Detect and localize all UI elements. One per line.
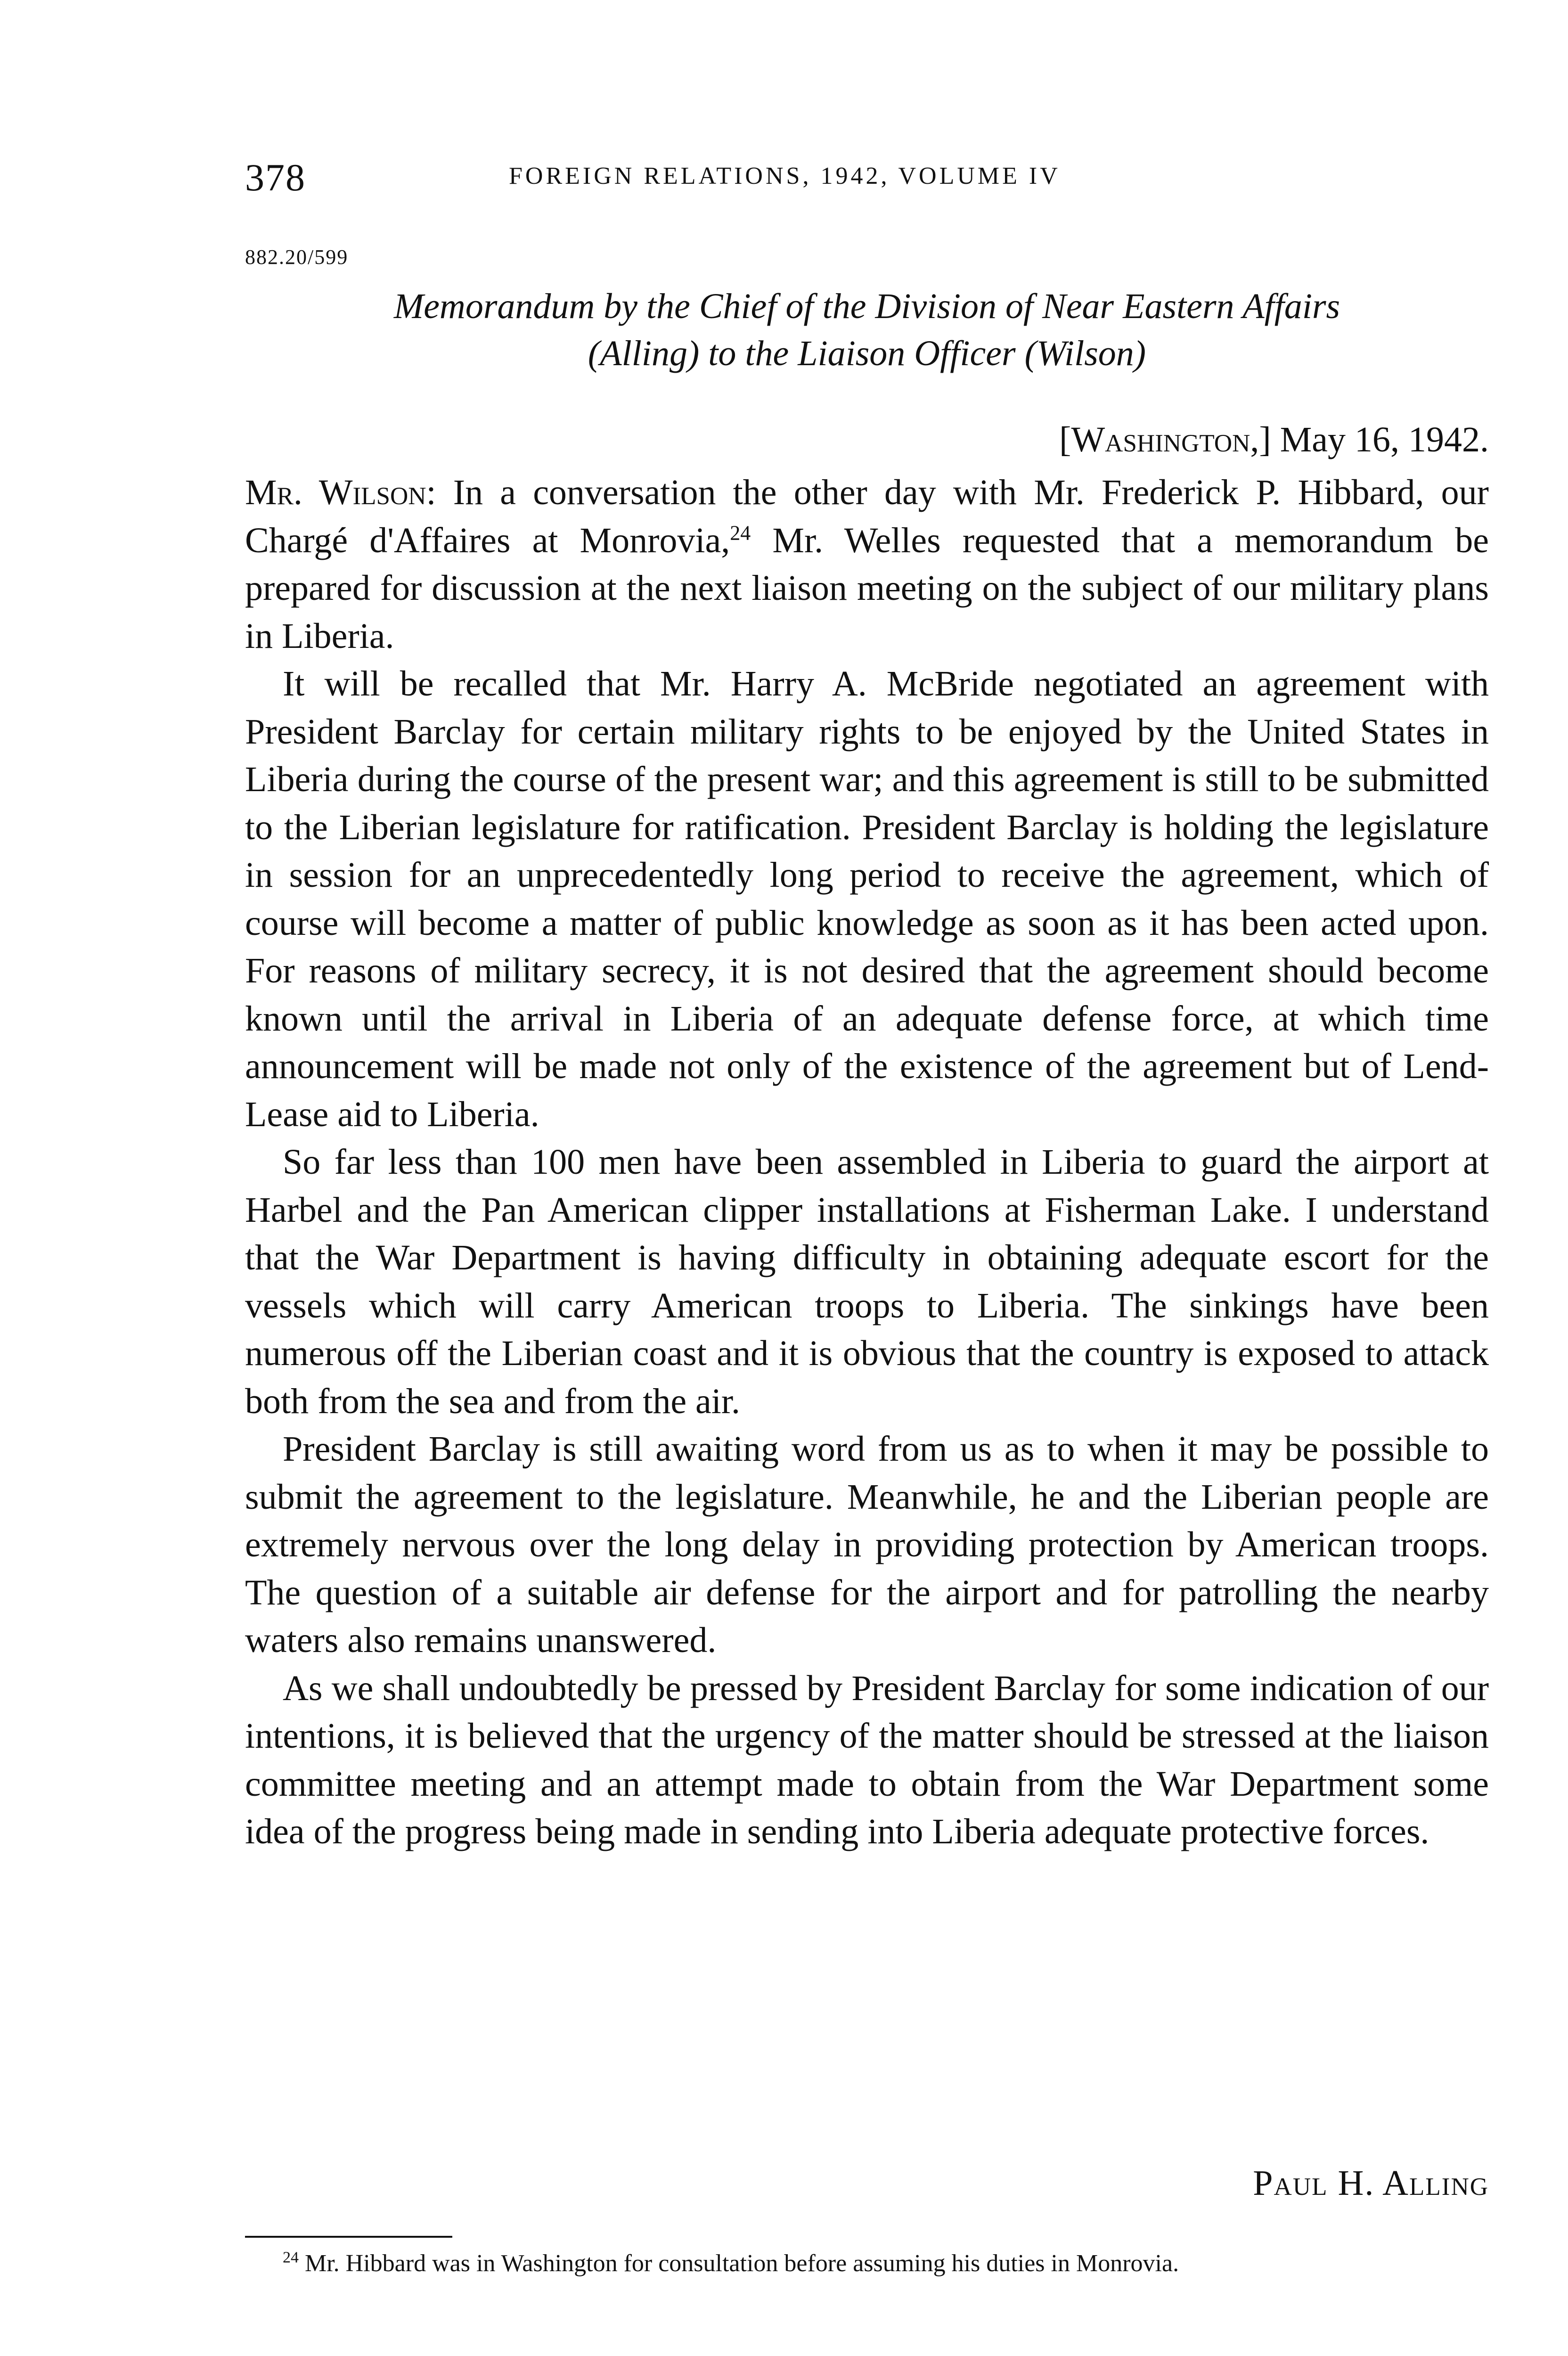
footnote-reference: 24 (730, 521, 751, 545)
document-title-line-2: (Alling) to the Liaison Officer (Wilson) (588, 334, 1146, 373)
paragraph-3: So far less than 100 men have been assembled in Liberia to guard the airport at Harbel and the Pan American clipper installations at Fisherman Lake. I understand that the War Department is having difficulty in obtaining adequate escort for the vessels which will carry American troops to Liberia. The sinkings have been numerous off the Liberian coast and it is obvious that the country is exposed to attack both from the sea and from the air. (245, 1142, 1489, 1421)
paragraph-2: It will be recalled that Mr. Harry A. McBride negotiated an agreement with President Barclay for certain military rights to be enjoyed by the United States in Liberia during the course of the present war; and this agreement is still to be submitted to the Liberian legislature for ratification. President Barclay is holding the legislature in session for an unprecedentedly long period to receive the agreement, which of course will become a matter of public knowledge as soon as it has been acted upon. For reasons of military secrecy, it is not desired that the agreement should become known until the arrival in Liberia of an adequate defense force, at which time announcement will be made not only of the existence of the agreement but of Lend-Lease aid to Liberia. (245, 664, 1489, 1134)
footnote-text: Mr. Hibbard was in Washington for consultation before assuming his duties in Monrovia. (299, 2250, 1179, 2277)
running-title: FOREIGN RELATIONS, 1942, VOLUME IV (509, 163, 1061, 189)
footnote-divider (245, 2236, 452, 2238)
paragraph-1 (245, 469, 1489, 660)
dateline-place: [Washington,] (1059, 420, 1271, 459)
file-number: 882.20/599 (245, 245, 349, 269)
memorandum-body (245, 469, 1489, 1856)
document-title-line-1: Memorandum by the Chief of the Division of Near Eastern Affairs (393, 286, 1340, 326)
dateline (245, 419, 1489, 460)
paragraph-1-text-b: Mr. Welles requested that a memorandum be prepared for discussion at the next liaison meeting on the subject of our military plans in Liberia. (245, 520, 1489, 656)
document-title (245, 283, 1489, 377)
footnote (245, 2248, 1489, 2280)
salutation: Mr. Wilson (245, 473, 426, 512)
paragraph-5: As we shall undoubtedly be pressed by President Barclay for some indication of our intentions, it is believed that the urgency of the matter should be stressed at the liaison committee meeting and an attempt made to obtain from the War Department some idea of the progress being made in sending into Liberia adequate protective forces. (245, 1668, 1489, 1851)
paragraph-1-text-a: : In a conversation the other day with Mr. Frederick P. Hibbard, our Chargé d'Affaires at Monrovia, (245, 473, 1489, 560)
footnote-mark: 24 (283, 2249, 299, 2266)
dateline-date: May 16, 1942. (1271, 420, 1489, 459)
running-head (245, 155, 1489, 207)
page-number: 378 (245, 156, 306, 199)
paragraph-4: President Barclay is still awaiting word from us as to when it may be possible to submit the agreement to the legislature. Meanwhile, he and the Liberian people are extremely nervous over the long delay in providing protection by American troops. The question of a suitable air defense for the airport and for patrolling the nearby waters also remains unanswered. (245, 1429, 1489, 1660)
signature: Paul H. Alling (1253, 2163, 1489, 2203)
